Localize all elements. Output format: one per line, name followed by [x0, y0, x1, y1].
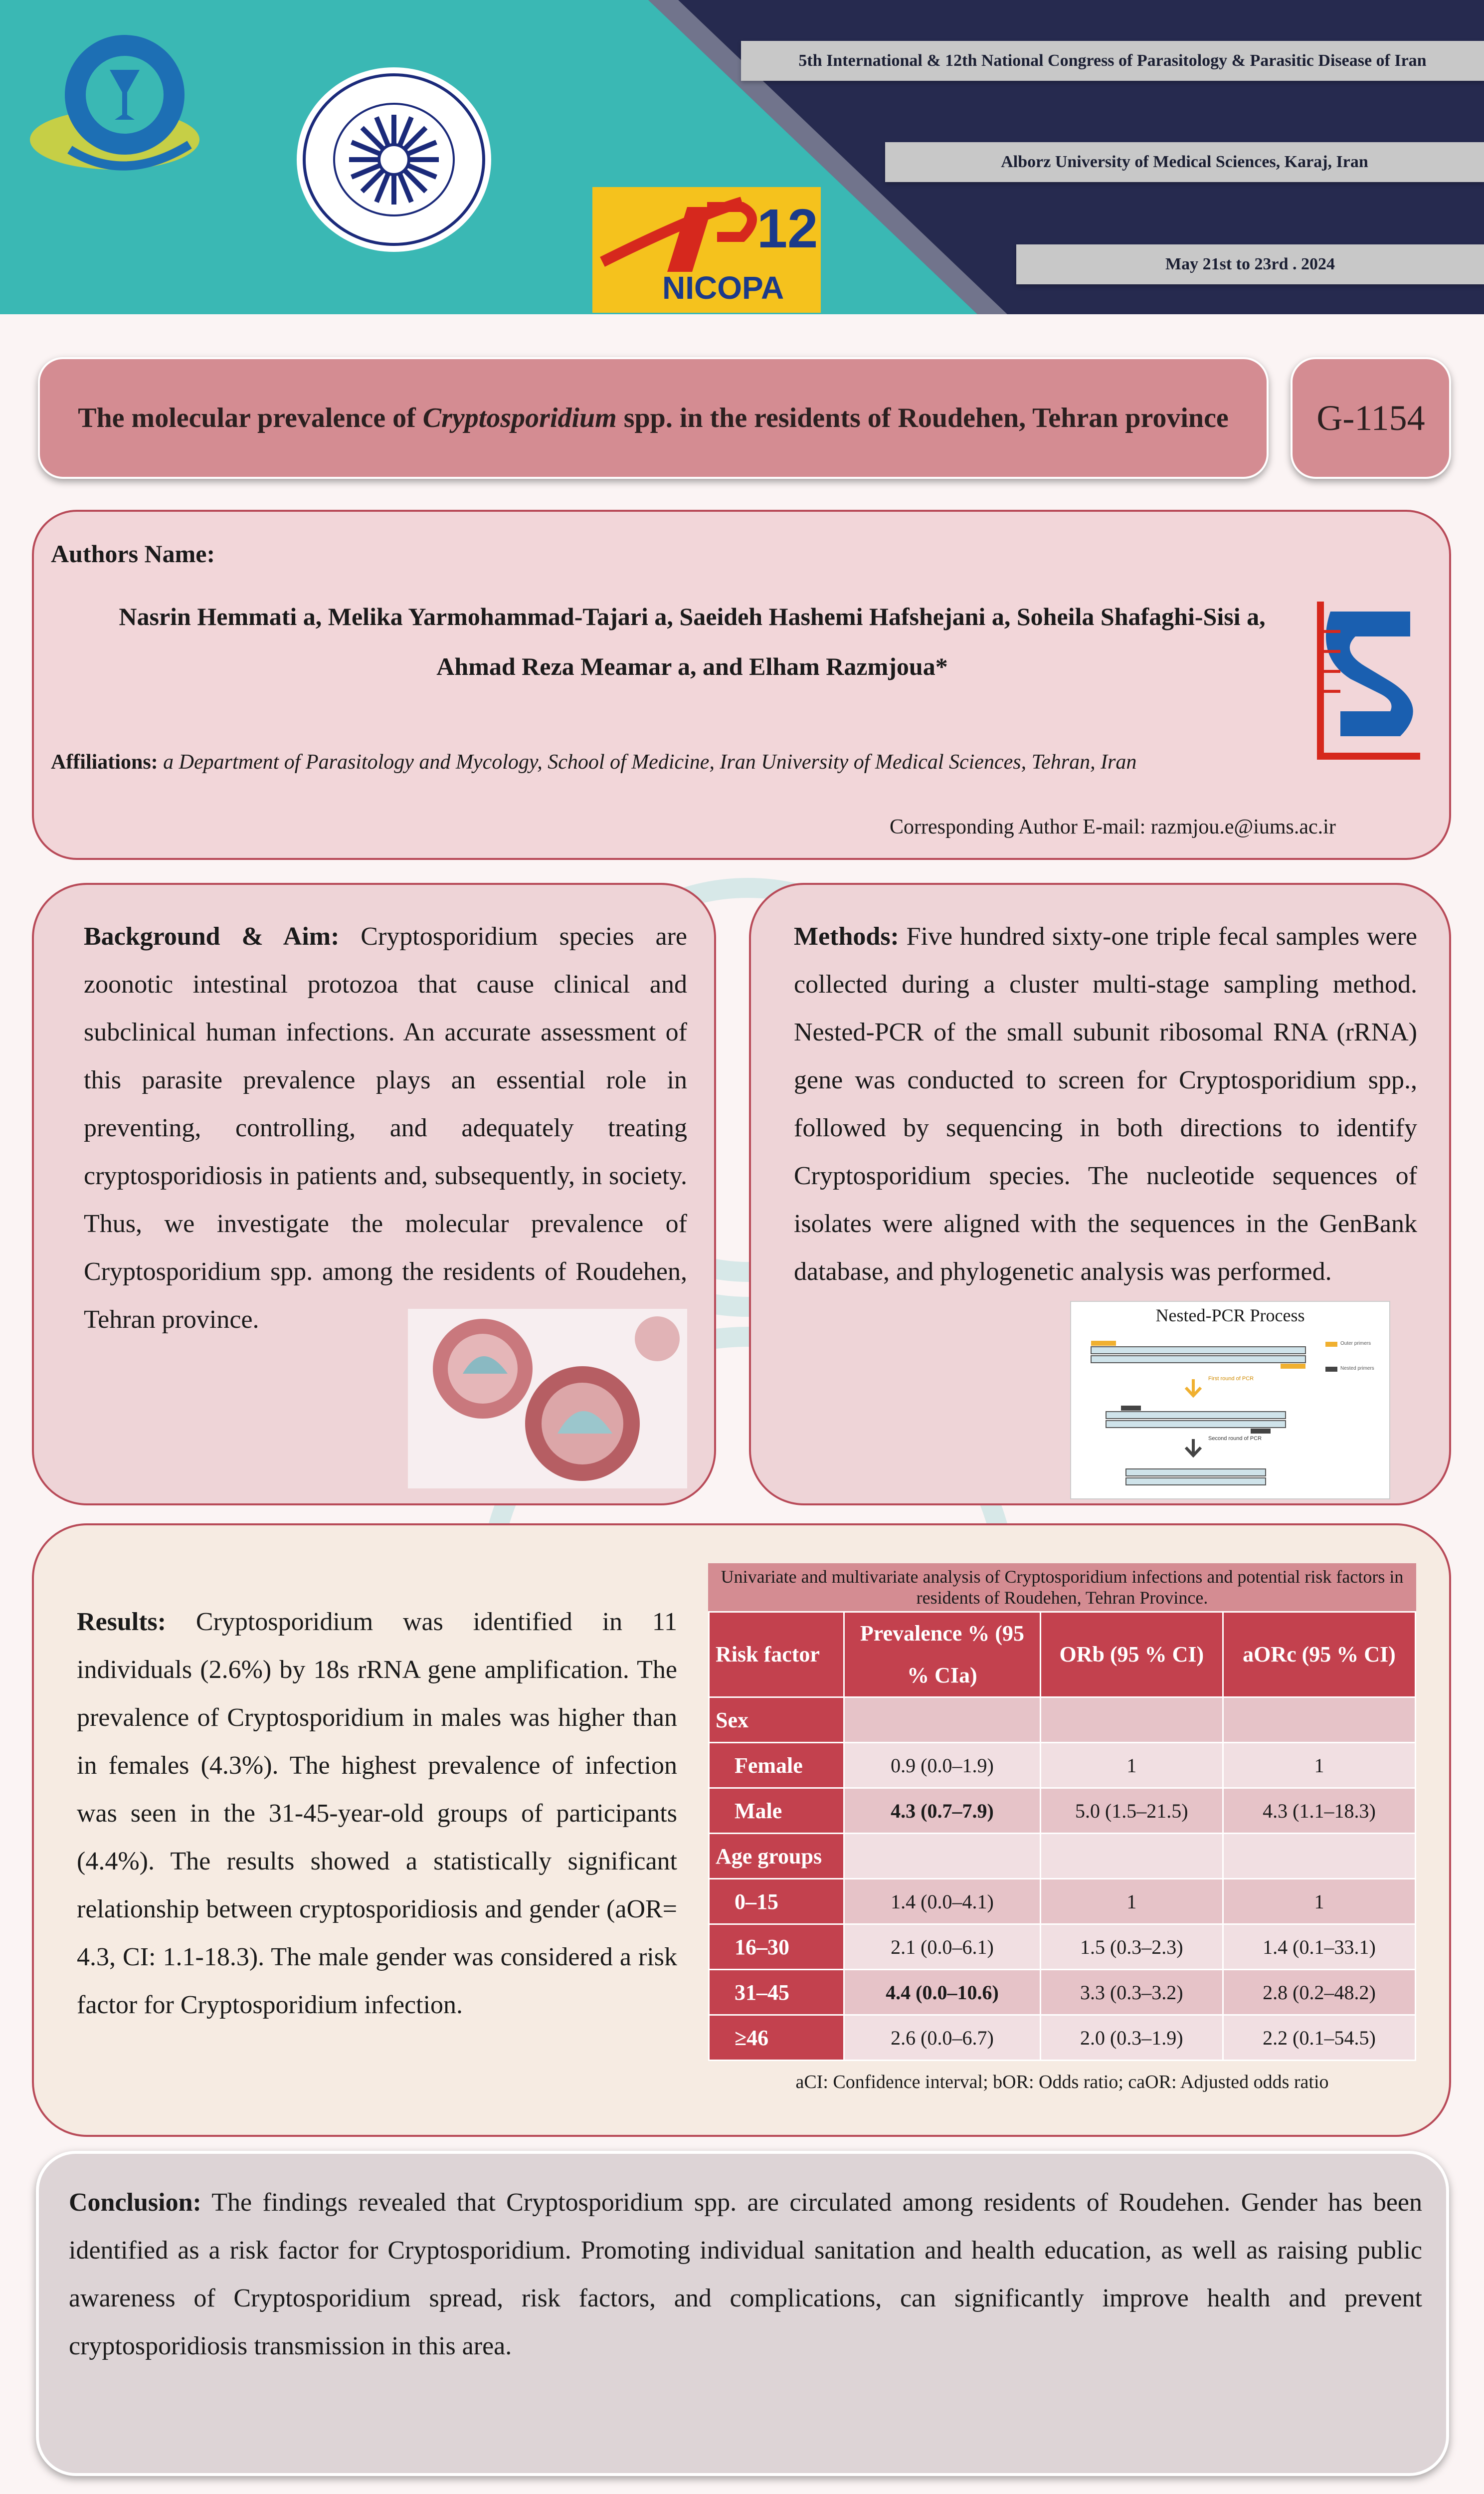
table-row — [709, 1879, 1416, 1924]
table-row — [709, 1788, 1416, 1834]
row-label: 31–45 — [709, 1970, 844, 2015]
table-footnote: aCI: Confidence interval; bOR: Odds ratio; caOR: Adjusted odds ratio — [795, 2072, 1329, 2092]
cell: 0.9 (0.0–1.9) — [844, 1743, 1040, 1788]
author-line-2: Ahmad Reza Meamar a, and Elham Razmjoua* — [436, 652, 948, 680]
iums-logo-icon — [1310, 582, 1435, 781]
figure-title: Nested-PCR Process — [1155, 1305, 1305, 1325]
cryptosporidium-oocyst-image — [408, 1309, 687, 1488]
cell: 2.6 (0.0–6.7) — [844, 2015, 1040, 2061]
row-label: Sex — [709, 1697, 844, 1743]
table-header-row — [709, 1612, 1416, 1697]
conclusion-label: Conclusion: — [69, 2188, 201, 2217]
row-label: 0–15 — [709, 1879, 844, 1924]
pcr-diagram-icon — [1071, 1332, 1389, 1498]
cell: 1 — [1223, 1743, 1415, 1788]
congress-name-bar: 5th International & 12th National Congress of Parasitology & Parasitic Disease of Iran — [741, 41, 1484, 81]
title-banner — [38, 357, 1269, 479]
venue-bar: Alborz University of Medical Sciences, Karaj, Iran — [885, 142, 1484, 182]
cell — [1040, 1697, 1223, 1743]
legend-nested: Nested primers — [1340, 1366, 1374, 1371]
first-round-label: First round of PCR — [1208, 1376, 1254, 1382]
cell: 2.0 (0.3–1.9) — [1040, 2015, 1223, 2061]
cell — [1040, 1834, 1223, 1879]
cell: 5.0 (1.5–21.5) — [1040, 1788, 1223, 1834]
title-pre: The molecular prevalence of — [78, 403, 423, 433]
corresponding-email: Corresponding Author E-mail: razmjou.e@iums.ac.ir — [890, 816, 1336, 838]
row-label: Female — [709, 1743, 844, 1788]
risk-factor-table — [708, 1611, 1416, 2061]
results-label: Results: — [77, 1608, 167, 1636]
row-label: ≥46 — [709, 2015, 844, 2061]
cell — [844, 1834, 1040, 1879]
date-bar: May 21st to 23rd . 2024 — [1016, 244, 1484, 284]
authors-panel — [32, 510, 1451, 860]
affiliations — [51, 750, 1136, 774]
title-organism: Cryptosporidium — [422, 403, 617, 433]
methods-panel — [749, 883, 1451, 1505]
cell: 1 — [1040, 1879, 1223, 1924]
header-aor: aORc (95 % CI) — [1223, 1612, 1415, 1697]
cell — [1223, 1697, 1415, 1743]
methods-text — [794, 913, 1417, 1296]
cell: 1 — [1040, 1743, 1223, 1788]
conclusion-text — [69, 2179, 1422, 2370]
title-post: spp. in the residents of Roudehen, Tehran province — [616, 403, 1229, 433]
results-table-block — [708, 1563, 1416, 2093]
cell: 2.1 (0.0–6.1) — [844, 1924, 1040, 1970]
cell: 1.4 (0.1–33.1) — [1223, 1924, 1415, 1970]
table-row — [709, 1970, 1416, 2015]
legend-outer: Outer primers — [1340, 1341, 1371, 1346]
row-label: Age groups — [709, 1834, 844, 1879]
table-row — [709, 1834, 1416, 1879]
affiliation-text: a Department of Parasitology and Mycology, School of Medicine, Iran University of Medical Sciences, Tehran, Iran — [163, 751, 1137, 774]
nicopa-logo — [592, 187, 821, 313]
row-label: 16–30 — [709, 1924, 844, 1970]
table-row — [709, 1924, 1416, 1970]
header-or: ORb (95 % CI) — [1040, 1612, 1223, 1697]
conclusion-body: The findings revealed that Cryptosporidium spp. are circulated among residents of Roudehen. Gender has been identified as a risk factor for Cryptosporidium. Promoting individual sanitation and health education, as well as raising public awareness of Cryptosporidium spread, risk factors, and complications, can significantly improve health and prevent cryptosporidiosis transmission in this area. — [69, 2188, 1422, 2360]
background-text — [84, 913, 687, 1344]
methods-label: Methods: — [794, 922, 899, 951]
methods-body: Five hundred sixty-one triple fecal samples were collected during a cluster multi-stage sampling method. Nested-PCR of the small subunit ribosomal RNA (rRNA) gene was conducted to screen for Cryptosporidium spp., followed by sequencing in both directions to identify Cryptosporidium species. The nucleotide sequences of isolates were aligned with the sequences in the GenBank database, and phylogenetic analysis was performed. — [794, 922, 1417, 1286]
nicopa-number: 12 — [757, 198, 818, 259]
cell — [844, 1697, 1040, 1743]
nested-pcr-figure — [1070, 1301, 1390, 1499]
cell: 1.5 (0.3–2.3) — [1040, 1924, 1223, 1970]
cell — [1223, 1834, 1415, 1879]
header-risk-factor: Risk factor — [709, 1612, 844, 1697]
results-panel — [32, 1523, 1451, 2137]
cell: 4.4 (0.0–10.6) — [844, 1970, 1040, 2015]
cell: 2.2 (0.1–54.5) — [1223, 2015, 1415, 2061]
header-banner — [0, 0, 1484, 314]
table-caption: Univariate and multivariate analysis of Cryptosporidium infections and potential risk factors in residents of Roudehen, Tehran Province. — [708, 1563, 1416, 1611]
poster-title — [78, 402, 1229, 434]
cell: 4.3 (0.7–7.9) — [844, 1788, 1040, 1834]
cell: 1.4 (0.0–4.1) — [844, 1879, 1040, 1924]
author-list — [54, 592, 1330, 691]
cell: 3.3 (0.3–3.2) — [1040, 1970, 1223, 2015]
table-row — [709, 1697, 1416, 1743]
header-prevalence: Prevalence % (95 % CIa) — [844, 1612, 1040, 1697]
author-line-1: Nasrin Hemmati a, Melika Yarmohammad-Tajari a, Saeideh Hashemi Hafshejani a, Soheila Shafaghi-Sisi a, — [119, 603, 1266, 630]
cell: 2.8 (0.2–48.2) — [1223, 1970, 1415, 2015]
university-logo-icon — [25, 20, 224, 185]
authors-heading: Authors Name: — [51, 540, 215, 568]
poster-code: G-1154 — [1291, 357, 1451, 479]
cell: 4.3 (1.1–18.3) — [1223, 1788, 1415, 1834]
results-text — [77, 1598, 677, 2029]
background-label: Background & Aim: — [84, 922, 340, 951]
nicopa-text: NICOPA — [662, 270, 784, 306]
table-row — [709, 2015, 1416, 2061]
conclusion-panel — [36, 2151, 1449, 2476]
affiliations-label: Affiliations: — [51, 751, 158, 774]
table-row — [709, 1743, 1416, 1788]
iranian-society-parasitology-seal-icon — [294, 65, 494, 254]
second-round-label: Second round of PCR — [1208, 1436, 1262, 1442]
cell: 1 — [1223, 1879, 1415, 1924]
results-body: Cryptosporidium was identified in 11 individuals (2.6%) by 18s rRNA gene amplification. The prevalence of Cryptosporidium in males was higher than in females (4.3%). The highest prevalence of infection was seen in the 31-45-year-old groups of participants (4.4%). The results showed a statistically significant relationship between cryptosporidiosis and gender (aOR= 4.3, CI: 1.1-18.3). The male gender was considered a risk factor for Cryptosporidium infection. — [77, 1608, 677, 2019]
row-label: Male — [709, 1788, 844, 1834]
background-body: Cryptosporidium species are zoonotic intestinal protozoa that cause clinical and subclinical human infections. An accurate assessment of this parasite prevalence plays an essential role in preventing, controlling, and adequately treating cryptosporidiosis in patients and, subsequently, in society. Thus, we investigate the molecular prevalence of Cryptosporidium spp. among the residents of Roudehen, Tehran province. — [84, 922, 687, 1334]
background-panel — [32, 883, 716, 1505]
